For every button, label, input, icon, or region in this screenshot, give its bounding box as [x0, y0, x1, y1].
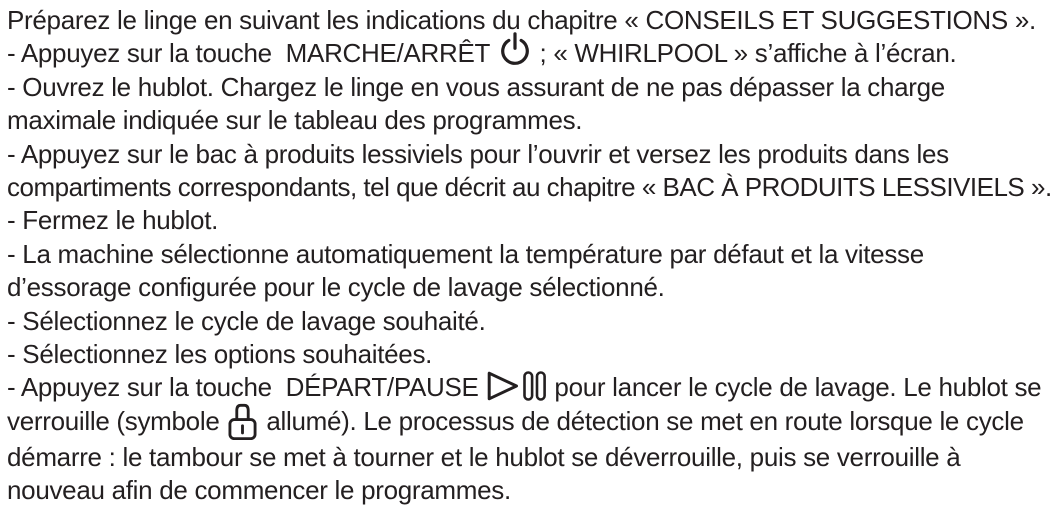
text-line	[7, 338, 1060, 371]
line-content	[7, 5, 1036, 35]
power-icon	[498, 32, 532, 66]
line-text: verrouille (symbole	[7, 405, 227, 436]
text-line	[7, 138, 1060, 171]
line-text: pour lancer le cycle de lavage. Le hublot se	[547, 372, 1042, 403]
line-text: - Sélectionnez le cycle de lavage souhaité.	[7, 305, 486, 336]
line-content	[7, 239, 924, 269]
text-line	[7, 204, 1060, 237]
line-text: - Fermez le hublot.	[7, 205, 219, 236]
line-text: démarre : le tambour se met à tourner et le hublot se déverrouille, puis se verrouille à	[7, 441, 961, 472]
text-line	[7, 104, 1060, 137]
text-line	[7, 371, 1060, 404]
line-content	[7, 72, 945, 102]
door-lock-icon	[227, 401, 258, 441]
line-content	[7, 339, 432, 369]
text-line	[7, 305, 1060, 338]
line-text: - Sélectionnez les options souhaitées.	[7, 339, 433, 370]
line-text: - Ouvrez le hublot. Chargez le linge en vous assurant de ne pas dépasser la charge	[7, 71, 945, 102]
line-text: - Appuyez sur le bac à produits lessiviels pour l’ouvrir et versez les produits dans les	[7, 138, 949, 169]
line-content	[7, 105, 582, 135]
line-text: - Appuyez sur la touche DÉPART/PAUSE	[7, 372, 486, 403]
line-content	[7, 172, 1052, 202]
text-line	[7, 405, 1060, 441]
text-line	[7, 37, 1060, 70]
line-content	[7, 205, 218, 235]
line-content	[7, 372, 1041, 402]
text-line	[7, 71, 1060, 104]
line-text: nouveau afin de commencer le programmes.	[7, 475, 511, 506]
text-line	[7, 171, 1060, 204]
line-content	[7, 139, 949, 169]
line-text: compartiments correspondants, tel que décrit au chapitre « BAC À PRODUITS LESSIVIELS ».	[7, 172, 1052, 203]
line-content	[7, 272, 665, 302]
line-text: - Appuyez sur la touche MARCHE/ARRÊT	[7, 38, 497, 69]
line-text: d’essorage configurée pour le cycle de lavage sélectionné.	[7, 272, 665, 303]
line-text: - La machine sélectionne automatiquement la température par défaut et la vitesse	[7, 238, 924, 269]
line-content	[7, 475, 511, 505]
text-line	[7, 474, 1060, 507]
line-text: maximale indiquée sur le tableau des programmes.	[7, 105, 583, 136]
text-line	[7, 4, 1060, 37]
start-pause-icon	[487, 371, 547, 401]
line-text: allumé). Le processus de détection se met en route lorsque le cycle	[259, 405, 1024, 436]
line-content	[7, 38, 956, 68]
text-line	[7, 271, 1060, 304]
line-content	[7, 406, 1024, 436]
line-content	[7, 442, 960, 472]
line-content	[7, 306, 486, 336]
line-text: Préparez le linge en suivant les indications du chapitre « CONSEILS ET SUGGESTIONS ».	[7, 5, 1036, 35]
text-line	[7, 238, 1060, 271]
text-line	[7, 441, 1060, 474]
line-text: ; « WHIRLPOOL » s’affiche à l’écran.	[532, 38, 957, 69]
